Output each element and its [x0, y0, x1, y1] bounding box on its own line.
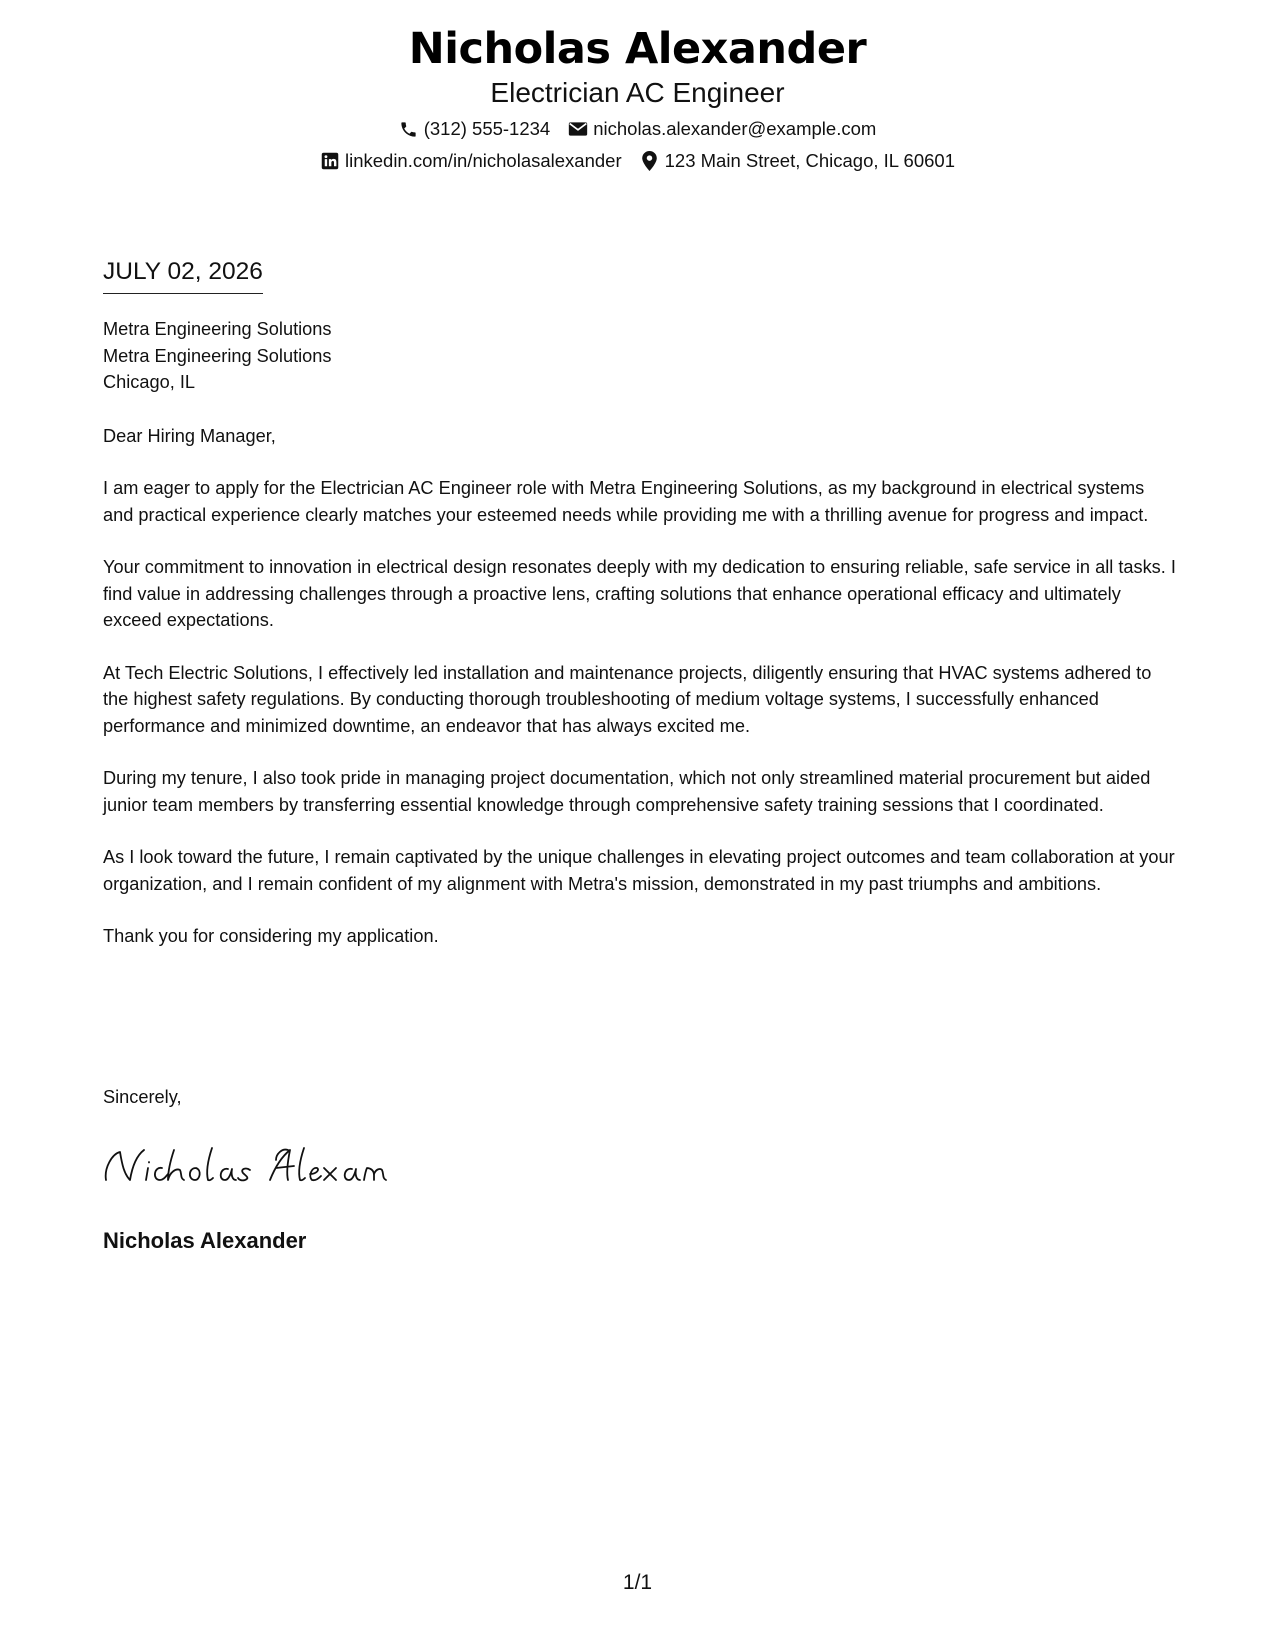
- recipient-line: Metra Engineering Solutions: [103, 345, 332, 366]
- recipient-line: Chicago, IL: [103, 372, 196, 392]
- recipient-block: [103, 316, 1178, 396]
- body-paragraph: I am eager to apply for the Electrician AC Engineer role with Metra Engineering Solutions, as my background in electrical systems and practical experience clearly matches your esteemed needs while providing me with a thrilling avenue for progress and impact.: [103, 478, 1149, 525]
- closing: Sincerely,: [103, 1087, 182, 1107]
- page-number: 1/1: [622, 1571, 653, 1594]
- contact-row-2: [0, 149, 1275, 173]
- applicant-title: Electrician AC Engineer: [490, 77, 785, 108]
- phone-icon: [399, 119, 419, 139]
- body-paragraph: Thank you for considering my application.: [103, 926, 439, 946]
- map-marker-icon: [640, 151, 660, 171]
- phone-contact: [399, 117, 551, 141]
- phone-text: (312) 555-1234: [423, 118, 551, 139]
- body-paragraph: At Tech Electric Solutions, I effectively led installation and maintenance projects, diligently ensuring that HVAC systems adhered to the highest safety regulations. By conducting thorough troubleshooting of medium voltage systems, I successfully enhanced performance and minimized downtime, an endeavor that has always excited me.: [103, 662, 1152, 736]
- letter-header: [0, 24, 1275, 173]
- linkedin-icon: [320, 151, 340, 171]
- letter-date: JULY 02, 2026: [103, 257, 263, 294]
- address-text: 123 Main Street, Chicago, IL 60601: [664, 150, 955, 171]
- letter-body: [103, 316, 1178, 950]
- signature-image: [100, 1140, 390, 1190]
- envelope-icon: [568, 119, 588, 139]
- body-paragraph: During my tenure, I also took pride in managing project documentation, which not only streamlined material procurement but aided junior team members by transferring essential knowledge through comprehensive safety training sessions that I coordinated.: [103, 768, 1151, 815]
- linkedin-text: linkedin.com/in/nicholasalexander: [344, 150, 622, 171]
- salutation: Dear Hiring Manager,: [103, 425, 276, 446]
- email-text: nicholas.alexander@example.com: [593, 118, 877, 139]
- body-paragraph: As I look toward the future, I remain captivated by the unique challenges in elevating project outcomes and team collaboration at your organization, and I remain confident of my alignment with Metra's mission, demonstrated in my past triumphs and ambitions.: [103, 847, 1175, 894]
- recipient-line: Metra Engineering Solutions: [103, 319, 332, 339]
- signer-name: Nicholas Alexander: [103, 1228, 307, 1253]
- email-contact: [568, 117, 876, 141]
- body-paragraph: Your commitment to innovation in electrical design resonates deeply with my dedication to ensuring reliable, safe service in all tasks. I find value in addressing challenges through a proactive lens, crafting solutions that enhance operational efficacy and ultimately exceed expectations.: [103, 557, 1176, 630]
- contact-row-1: [0, 117, 1275, 141]
- linkedin-contact: [320, 149, 622, 173]
- applicant-name: Nicholas Alexander: [408, 24, 867, 74]
- address-contact: [640, 149, 955, 173]
